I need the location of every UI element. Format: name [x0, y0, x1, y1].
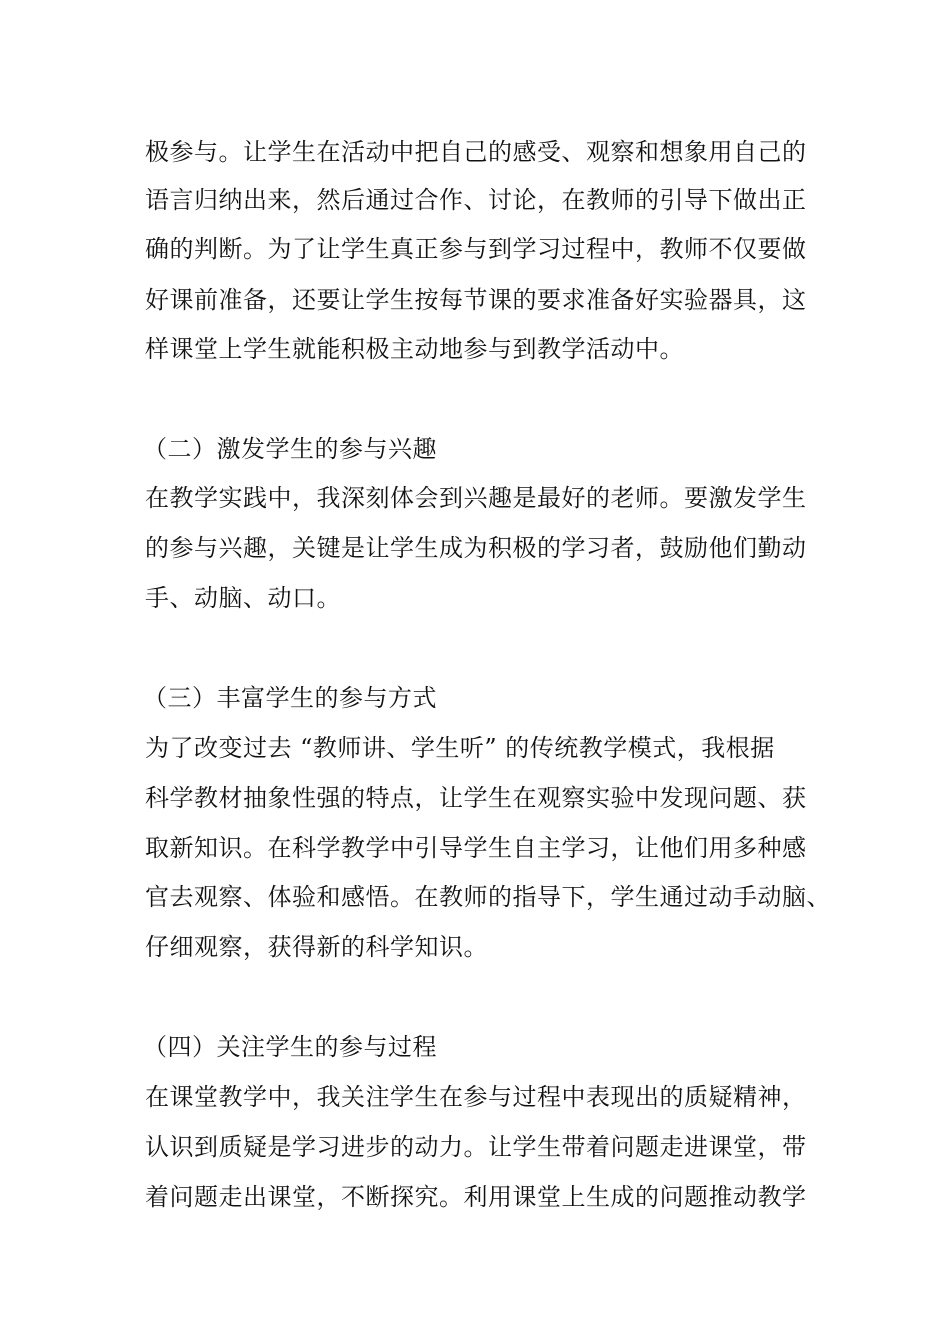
paragraph-line: 认识到质疑是学习进步的动力。让学生带着问题走进课堂，带: [145, 1133, 807, 1161]
paragraph-line: 科学教材抽象性强的特点，让学生在观察实验中发现问题、获: [145, 784, 807, 812]
paragraph-line: 官去观察、体验和感悟。在教师的指导下，学生通过动手动脑、: [145, 883, 831, 911]
section-heading: （二）激发学生的参与兴趣: [143, 435, 437, 463]
paragraph-line: 的参与兴趣，关键是让学生成为积极的学习者，鼓励他们勤动: [145, 534, 807, 562]
paragraph-line: 着问题走出课堂，不断探究。利用课堂上生成的问题推动教学: [145, 1183, 807, 1211]
paragraph-line: 在教学实践中，我深刻体会到兴趣是最好的老师。要激发学生: [145, 484, 807, 512]
paragraph-line: 取新知识。在科学教学中引导学生自主学习，让他们用多种感: [145, 834, 807, 862]
paragraph-line: 手、动脑、动口。: [145, 584, 341, 612]
section-heading: （四）关注学生的参与过程: [143, 1033, 437, 1061]
paragraph-line: 语言归纳出来，然后通过合作、讨论，在教师的引导下做出正: [145, 186, 807, 214]
paragraph-line: 极参与。让学生在活动中把自己的感受、观察和想象用自己的: [145, 138, 807, 166]
paragraph-line: 在课堂教学中，我关注学生在参与过程中表现出的质疑精神，: [145, 1083, 807, 1111]
section-heading: （三）丰富学生的参与方式: [143, 684, 437, 712]
paragraph-line: 样课堂上学生就能积极主动地参与到教学活动中。: [145, 335, 684, 363]
paragraph-line: 为了改变过去 “教师讲、学生听” 的传统教学模式，我根据: [145, 734, 775, 762]
paragraph-line: 仔细观察，获得新的科学知识。: [145, 933, 488, 961]
paragraph-line: 好课前准备，还要让学生按每节课的要求准备好实验器具，这: [145, 286, 807, 314]
paragraph-line: 确的判断。为了让学生真正参与到学习过程中，教师不仅要做: [145, 235, 807, 263]
